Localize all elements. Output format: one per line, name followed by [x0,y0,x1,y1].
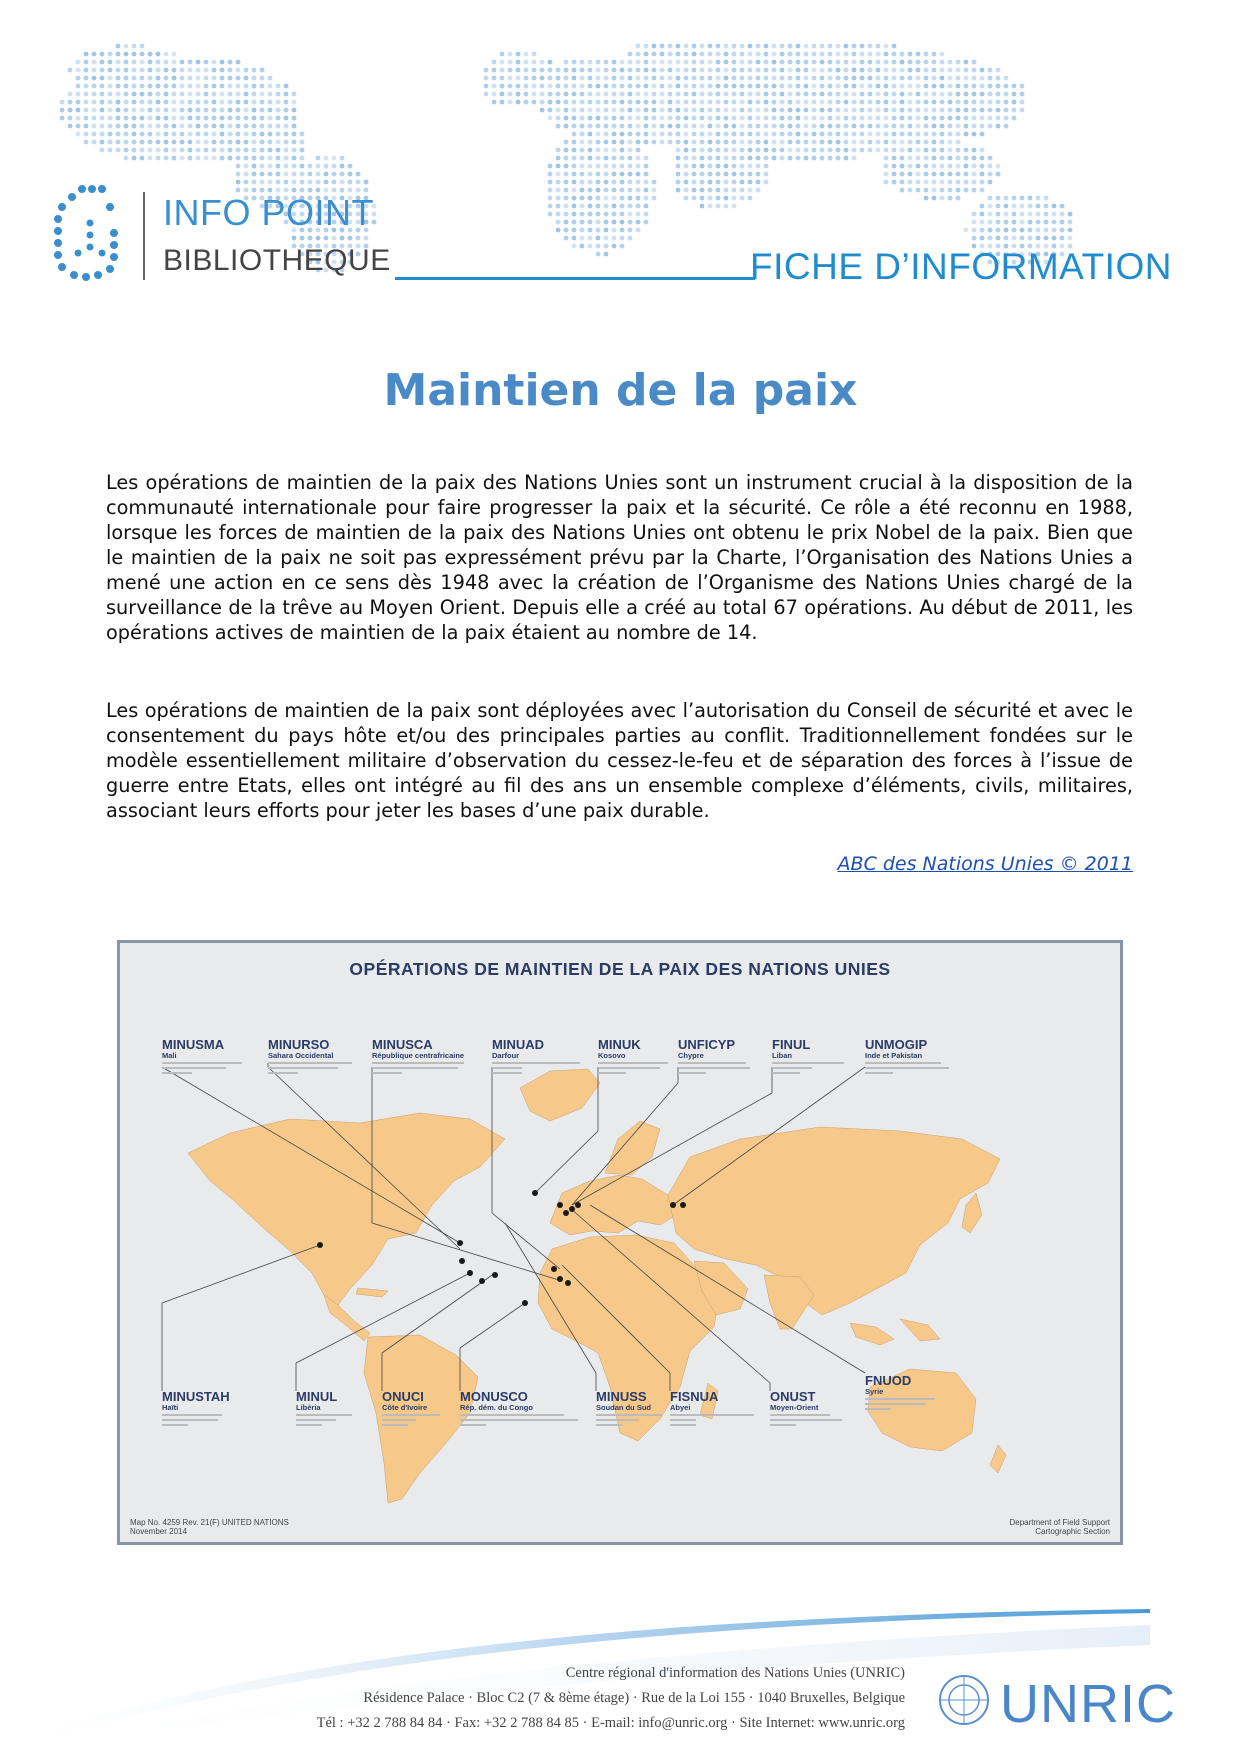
mission-label-unmogip [865,1037,949,1074]
mission-code: MONUSCO [460,1389,528,1404]
mission-place: Soudan du Sud [596,1403,651,1412]
mission-place: République centrafricaine [372,1051,465,1060]
mission-place: Chypre [678,1051,704,1060]
mission-code: UNFICYP [678,1037,736,1052]
paragraph-intro: Les opérations de maintien de la paix des Nations Unies sont un instrument crucial à la disposition de la communauté internationale pour faire progresser la paix et la sécurité. Ce rôle a été reconnu en 1988, lorsque les forces de maintien de la paix des Nations Unies ont obtenu le prix Nobel de la paix. Bien que le maintien de la paix ne soit pas expressément prévu par la Charte, l’Organisation des Nations Unies a mené une action en ce sens dès 1948 avec la création de l’Organisme des Nations Unies chargé de la surveillance de la trêve au Moyen Orient. Depuis elle a créé au total 67 opérations. Au début de 2011, les opérations actives de maintien de la paix étaient au nombre de 14. [106,471,1133,644]
bottom-mission-labels [162,1373,935,1426]
mission-label-minusca [372,1037,464,1074]
mission-place: Abyei [670,1403,691,1412]
fiche-information-label: FICHE D’INFORMATION [750,246,1172,287]
mission-code: MINUSS [596,1389,647,1404]
mission-code: FISNUA [670,1389,719,1404]
map-date: November 2014 [130,1527,187,1536]
mission-code: FNUOD [865,1373,912,1388]
mission-label-minusma [162,1037,242,1074]
mission-place: Liban [772,1051,792,1060]
peacekeeping-map [120,943,1120,1542]
mission-place: Mali [162,1051,177,1060]
header-rule [395,277,755,280]
source-link[interactable]: ABC des Nations Unies © 2011 [837,853,1133,875]
mission-place: Libéria [296,1403,321,1412]
brand-info-point: INFO POINT [163,192,374,233]
mission-label-minuad [492,1037,580,1074]
mission-place: Darfour [492,1051,520,1060]
mission-code: ONUST [770,1389,816,1404]
map-number: Map No. 4259 Rev. 21(F) UNITED NATIONS [130,1518,289,1527]
mission-code: ONUCI [382,1389,424,1404]
mission-code: MINUSMA [162,1037,225,1052]
footer-org-name: Centre régional d'information des Nations Unies (UNRIC) [565,1665,905,1681]
mission-place: Haïti [162,1403,179,1412]
footer-contact: Tél : +32 2 788 84 84 · Fax: +32 2 788 84 85 · E-mail: info@unric.org · Site Internet: www.unric.org [316,1715,905,1731]
un-emblem-icon [940,1676,988,1724]
mission-code: MINUSCA [372,1037,433,1052]
mission-place: Inde et Pakistan [865,1051,923,1060]
mission-code: MINUK [598,1037,641,1052]
mission-place: Sahara Occidental [268,1051,334,1060]
mission-label-minurso [268,1037,352,1074]
page-title: Maintien de la paix [383,365,858,416]
mission-label-minustah [162,1389,230,1426]
mission-code: MINUSTAH [162,1389,230,1404]
map-department: Department of Field Support [1009,1518,1110,1527]
paragraph-deployment: Les opérations de maintien de la paix sont déployées avec l’autorisation du Conseil de sécurité et avec le consentement du pays hôte et/ou des principales parties au conflit. Traditionnellement fondées sur le modèle essentiellement militaire d’observation du cessez-le-feu et de séparation des forces à l’issue de guerre entre Etats, elles ont intégré au fil des ans un ensemble complexe d’éléments, civils, militaires, associant leurs efforts pour jeter les bases d’une paix durable. [106,699,1133,822]
mission-code: MINUL [296,1389,338,1404]
world-land [188,1069,1006,1503]
mission-place: Syrie [865,1387,884,1396]
mission-place: Kosovo [598,1051,626,1060]
mission-label-finul [772,1037,844,1074]
mission-label-minul [296,1389,352,1426]
page-footer [0,1585,1241,1755]
mission-label-unficyp [678,1037,750,1074]
info-point-logo-icon [52,183,122,283]
mission-place: Côte d'Ivoire [382,1403,428,1412]
mission-code: MINURSO [268,1037,330,1052]
map-section: Cartographic Section [1035,1527,1110,1536]
mission-label-minuk [598,1037,668,1074]
mission-place: Rép. dém. du Congo [460,1403,533,1412]
top-mission-labels [162,1037,949,1074]
mission-code: MINUAD [492,1037,544,1052]
mission-code: UNMOGIP [865,1037,928,1052]
mission-code: FINUL [772,1037,811,1052]
mission-label-onust [770,1389,842,1426]
brand-divider [143,192,145,280]
unric-logo: UNRIC [1000,1674,1176,1734]
brand-bibliotheque: BIBLIOTHEQUE [163,244,391,277]
mission-label-monusco [460,1389,578,1426]
footer-address: Résidence Palace · Bloc C2 (7 & 8ème étage) · Rue de la Loi 155 · 1040 Bruxelles, Belgique [363,1690,905,1706]
map-title: OPÉRATIONS DE MAINTIEN DE LA PAIX DES NATIONS UNIES [349,959,891,979]
mission-place: Moyen-Orient [770,1403,819,1412]
